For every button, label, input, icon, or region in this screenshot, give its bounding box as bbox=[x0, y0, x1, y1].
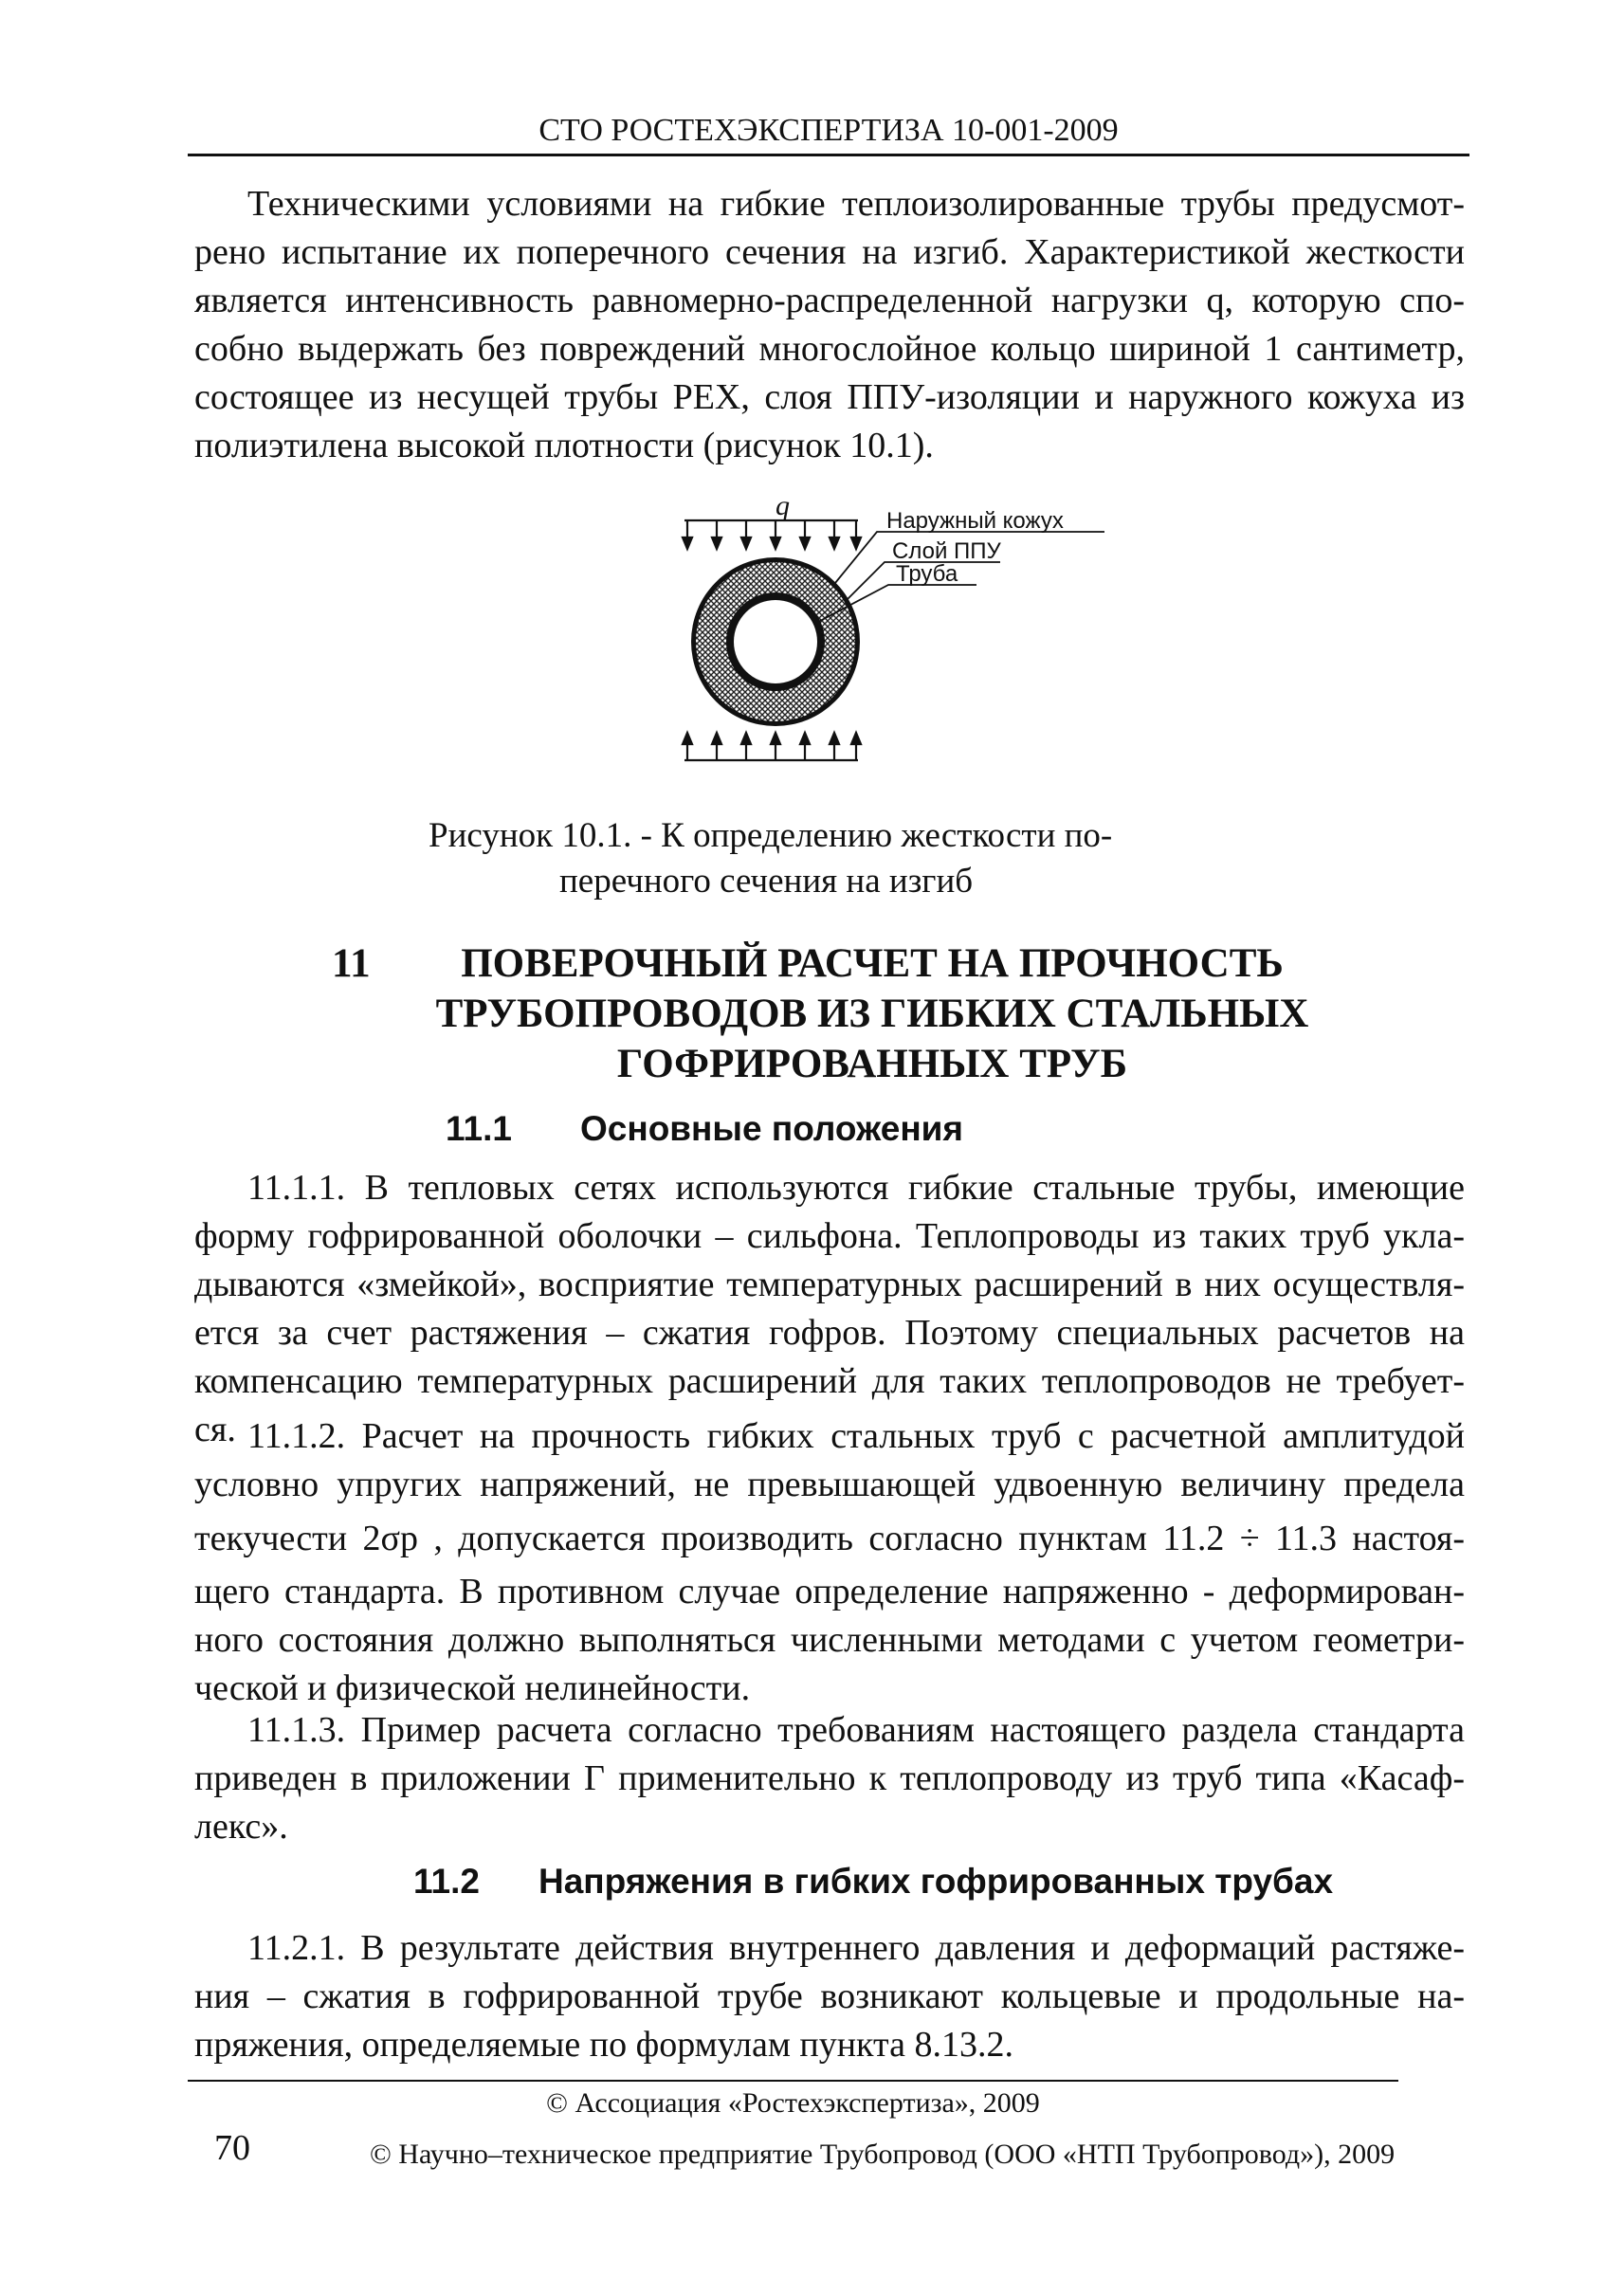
text-line: условно упругих напряжений, не превышающей удвоенную величину предела bbox=[194, 1465, 1465, 1504]
caption-line: перечного сечения на изгиб bbox=[559, 862, 974, 901]
text-line: ся. bbox=[194, 1410, 236, 1449]
text-line: 11.1.3. Пример расчета согласно требованиям настоящего раздела стандарта bbox=[247, 1710, 1465, 1750]
subsection-number: 11.1 bbox=[446, 1109, 512, 1148]
subsection-11-2-heading bbox=[413, 1860, 1456, 1903]
subsection-number: 11.2 bbox=[413, 1862, 480, 1901]
text-line: пряжения, определяемые по формулам пункта 8.13.2. bbox=[194, 2025, 1013, 2065]
text-line: приведен в приложении Г применительно к теплопроводу из труб типа «Касаф- bbox=[194, 1758, 1465, 1798]
header-rule bbox=[188, 154, 1469, 156]
label-outer-casing: Наружный кожух bbox=[886, 508, 1064, 534]
label-ppu-layer: Слой ППУ bbox=[892, 538, 1001, 564]
text-line: щего стандарта. В противном случае определение напряженно - деформирован- bbox=[194, 1572, 1465, 1611]
paragraph-11-1-2 bbox=[194, 1412, 1465, 1713]
figure-caption bbox=[417, 813, 1270, 904]
intro-paragraph bbox=[194, 180, 1465, 470]
intro-line: состоящее из несущей трубы РЕХ, слоя ППУ-изоляции и наружного кожуха из bbox=[194, 377, 1465, 417]
text-line: лекс». bbox=[194, 1807, 288, 1847]
section-title-line: ТРУБОПРОВОДОВ ИЗ ГИБКИХ СТАЛЬНЫХ bbox=[435, 992, 1309, 1036]
footer-copyright-association: © Ассоциация «Ростехэкспертиза», 2009 bbox=[546, 2087, 1040, 2119]
section-number: 11 bbox=[332, 941, 371, 986]
pipe-bore bbox=[734, 600, 817, 683]
section-title bbox=[398, 938, 1346, 1089]
top-load-arrows bbox=[683, 520, 861, 549]
text-line: ется за счет растяжения – сжатия гофров. Поэтому специальных расчетов на bbox=[194, 1313, 1465, 1353]
text-line: компенсацию температурных расширений для таких теплопроводов не требует- bbox=[194, 1361, 1465, 1401]
text-line: ния – сжатия в гофрированной трубе возникают кольцевые и продольные на- bbox=[194, 1976, 1465, 2016]
page-header: СТО РОСТЕХЭКСПЕРТИЗА 10-001-2009 bbox=[538, 113, 1119, 148]
text-line: ческой и физической нелинейности. bbox=[194, 1668, 751, 1708]
intro-line: является интенсивность равномерно-распределенной нагрузки q, которую спо- bbox=[194, 281, 1465, 320]
paragraph-11-1-3 bbox=[194, 1706, 1465, 1851]
label-pipe: Труба bbox=[896, 561, 958, 587]
text-line: 11.1.1. В тепловых сетях используются гибкие стальные трубы, имеющие bbox=[247, 1168, 1465, 1208]
intro-line: Техническими условиями на гибкие теплоизолированные трубы предусмот- bbox=[247, 184, 1465, 224]
section-title-line: ПОВЕРОЧНЫЙ РАСЧЕТ НА ПРОЧНОСТЬ bbox=[461, 941, 1284, 986]
section-title-line: ГОФРИРОВАННЫХ ТРУБ bbox=[616, 1042, 1128, 1086]
intro-line: рено испытание их поперечного сечения на изгиб. Характеристикой жесткости bbox=[194, 232, 1465, 272]
paragraph-11-2-1 bbox=[194, 1924, 1465, 2069]
intro-line: полиэтилена высокой плотности (рисунок 10.1). bbox=[194, 426, 934, 465]
page-number: 70 bbox=[214, 2128, 250, 2168]
bottom-load-arrows bbox=[683, 733, 861, 760]
paragraph-11-1-1 bbox=[194, 1164, 1465, 1454]
load-label-q: q bbox=[776, 490, 790, 521]
caption-line: Рисунок 10.1. - К определению жесткости по- bbox=[429, 816, 1113, 855]
footer-copyright-enterprise: © Научно–техническое предприятие Трубопровод (ООО «НТП Трубопровод»), 2009 bbox=[370, 2139, 1396, 2170]
text-line: 11.1.2. Расчет на прочность гибких стальных труб с расчетной амплитудой bbox=[247, 1416, 1465, 1456]
pipe-cross-section-diagram bbox=[668, 479, 1114, 792]
text-line: ного состояния должно выполняться численными методами с учетом геометри- bbox=[194, 1620, 1465, 1660]
footer-rule bbox=[188, 2080, 1398, 2082]
subsection-title: Основные положения bbox=[580, 1109, 964, 1148]
subsection-11-1-heading bbox=[446, 1107, 1204, 1151]
subsection-title: Напряжения в гибких гофрированных трубах bbox=[538, 1862, 1334, 1901]
text-line: текучести 2σp , допускается производить согласно пунктам 11.2 ÷ 11.3 настоя- bbox=[194, 1519, 1465, 1558]
pipe-cross-section-figure bbox=[668, 479, 1114, 792]
text-line: дываются «змейкой», восприятие температурных расширений в них осуществля- bbox=[194, 1265, 1465, 1304]
text-line: форму гофрированной оболочки – сильфона. Теплопроводы из таких труб укла- bbox=[194, 1216, 1465, 1256]
intro-line: собно выдержать без повреждений многослойное кольцо шириной 1 сантиметр, bbox=[194, 329, 1465, 369]
text-line: 11.2.1. В результате действия внутреннего давления и деформаций растяже- bbox=[247, 1928, 1465, 1968]
